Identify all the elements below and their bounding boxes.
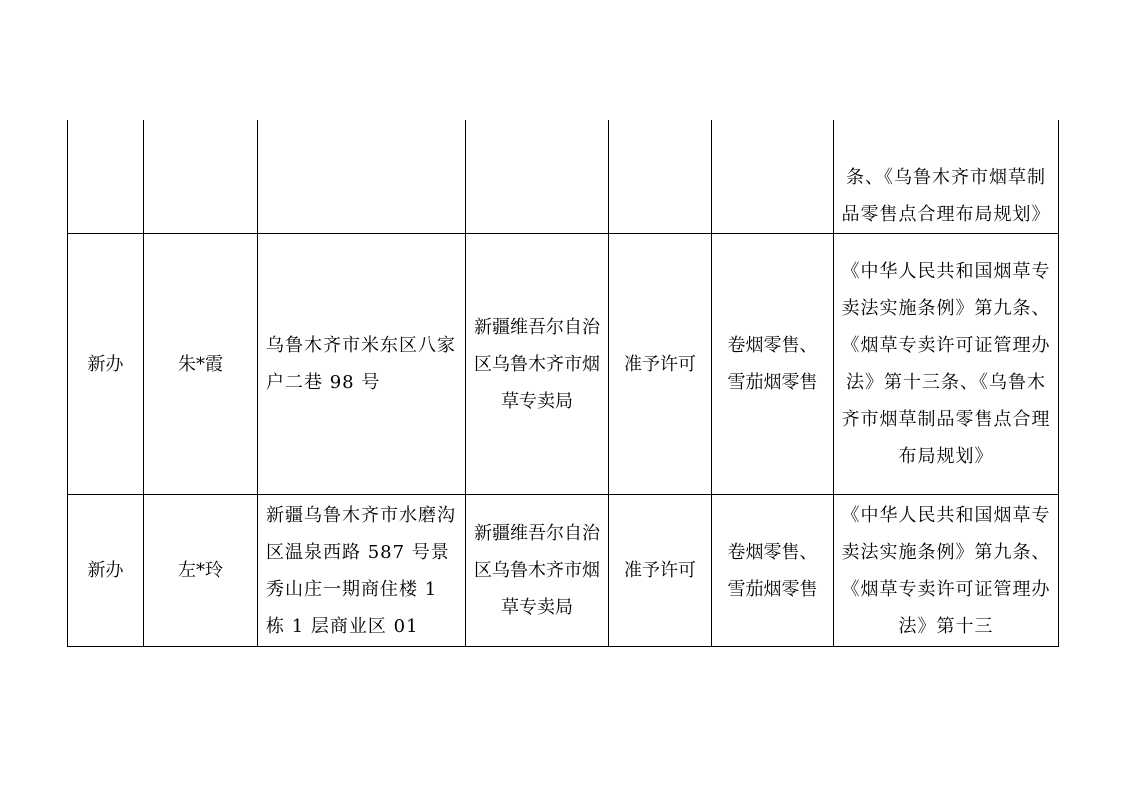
legal-basis-cell: 条、《乌鲁木齐市烟草制品零售点合理布局规划》	[834, 120, 1059, 234]
table-row	[68, 120, 1059, 234]
authority-cell: 新疆维吾尔自治区乌鲁木齐市烟草专卖局	[466, 495, 609, 647]
decision-cell: 准予许可	[609, 495, 712, 647]
decision-cell	[609, 120, 712, 234]
authority-cell	[466, 120, 609, 234]
scope-cell: 卷烟零售、雪茄烟零售	[712, 234, 834, 495]
decision-cell: 准予许可	[609, 234, 712, 495]
legal-basis-cell: 《中华人民共和国烟草专卖法实施条例》第九条、《烟草专卖许可证管理办法》第十三	[834, 495, 1059, 647]
applicant-name-cell	[144, 120, 258, 234]
applicant-name-cell: 朱*霞	[144, 234, 258, 495]
table-row	[68, 495, 1059, 647]
address-cell: 乌鲁木齐市米东区八家户二巷 98 号	[258, 234, 466, 495]
applicant-name-cell: 左*玲	[144, 495, 258, 647]
address-cell: 新疆乌鲁木齐市水磨沟区温泉西路 587 号景秀山庄一期商住楼 1 栋 1 层商业区 01	[258, 495, 466, 647]
permit-type-cell: 新办	[68, 234, 144, 495]
scope-cell	[712, 120, 834, 234]
address-cell	[258, 120, 466, 234]
permit-table	[67, 120, 1059, 647]
authority-cell: 新疆维吾尔自治区乌鲁木齐市烟草专卖局	[466, 234, 609, 495]
permit-type-cell	[68, 120, 144, 234]
legal-basis-cell: 《中华人民共和国烟草专卖法实施条例》第九条、《烟草专卖许可证管理办法》第十三条、《乌鲁木齐市烟草制品零售点合理布局规划》	[834, 234, 1059, 495]
permit-type-cell: 新办	[68, 495, 144, 647]
table-row	[68, 234, 1059, 495]
scope-cell: 卷烟零售、雪茄烟零售	[712, 495, 834, 647]
